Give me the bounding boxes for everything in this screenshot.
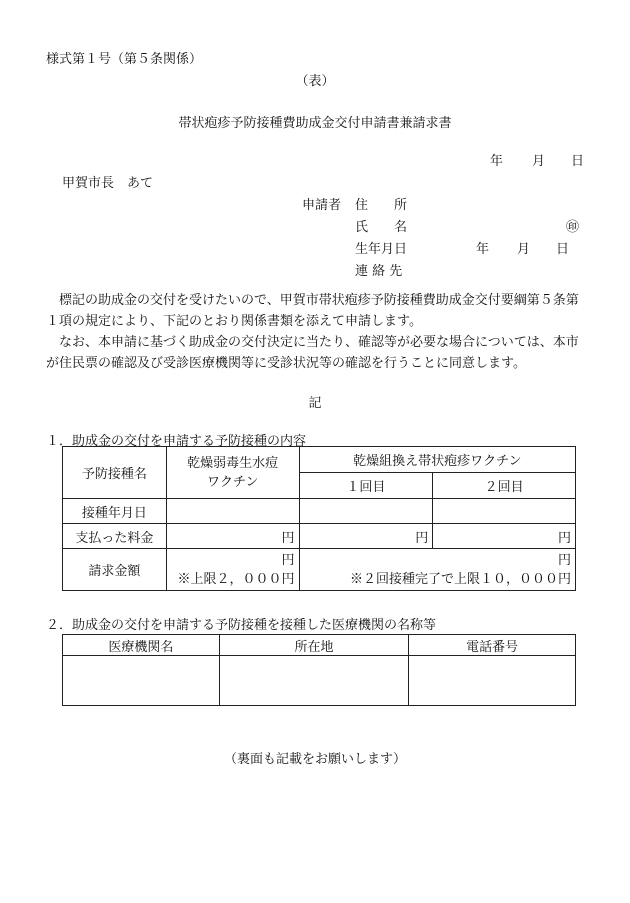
applicant-label: 申請者 bbox=[302, 198, 342, 213]
addressee: 甲賀市長 あて bbox=[62, 176, 154, 191]
claim-amount-live[interactable] bbox=[166, 549, 299, 591]
body-paragraph-2: なお、本申請に基づく助成金の交付決定に当たり、確認等が必要な場合については、本市が住民票の確認及び受診医療機関等に受診状況等の確認を行うことに同意します。 bbox=[46, 335, 579, 371]
birth-month: 月 bbox=[517, 242, 531, 257]
section2-heading: ２．助成金の交付を申請する予防接種を接種した医療機関の名称等 bbox=[46, 618, 437, 633]
institution-table bbox=[62, 634, 576, 706]
live-vaccine-line1: 乾燥弱毒生水痘 bbox=[187, 455, 279, 471]
live-vaccine-header bbox=[166, 447, 299, 499]
vaccination-date-dose1[interactable] bbox=[299, 499, 433, 524]
institution-name-header: 医療機関名 bbox=[63, 635, 220, 656]
birth-year: 年 bbox=[476, 242, 490, 257]
claim-recombinant-limit: ※２回接種完了で上限１０，０００円 bbox=[349, 571, 571, 587]
document-title: 帯状疱疹予防接種費助成金交付申請書兼請求書 bbox=[178, 116, 452, 131]
claim-live-yen: 円 bbox=[281, 552, 295, 568]
applicant-name-label: 氏 名 bbox=[355, 220, 408, 235]
vaccine-table bbox=[62, 446, 576, 591]
recombinant-vaccine-header: 乾燥組換え帯状疱疹ワクチン bbox=[299, 447, 575, 473]
amount-paid-label: 支払った料金 bbox=[63, 524, 167, 549]
institution-location-header: 所在地 bbox=[219, 635, 409, 656]
amount-paid-live[interactable]: 円 bbox=[166, 524, 299, 549]
vaccination-date-live[interactable] bbox=[166, 499, 299, 524]
institution-phone-cell[interactable] bbox=[409, 656, 576, 706]
amount-paid-dose1[interactable]: 円 bbox=[299, 524, 433, 549]
dose1-header: １回目 bbox=[299, 473, 433, 499]
date-year: 年 bbox=[490, 154, 504, 169]
table-row bbox=[63, 656, 576, 706]
vaccine-name-header: 予防接種名 bbox=[63, 447, 167, 499]
applicant-address-label: 住 所 bbox=[355, 198, 408, 213]
applicant-birthdate-label: 生年月日 bbox=[355, 242, 408, 257]
institution-phone-header: 電話番号 bbox=[409, 635, 576, 656]
seal-mark: ㊞ bbox=[566, 220, 580, 235]
claim-live-limit: ※上限２，０００円 bbox=[177, 571, 295, 587]
claim-amount-recombinant[interactable] bbox=[299, 549, 575, 591]
institution-location-cell[interactable] bbox=[219, 656, 409, 706]
dose2-header: ２回目 bbox=[433, 473, 576, 499]
birth-day: 日 bbox=[556, 242, 570, 257]
ki-heading: 記 bbox=[308, 396, 322, 411]
vaccination-date-dose2[interactable] bbox=[433, 499, 576, 524]
table-row bbox=[63, 499, 576, 524]
date-month: 月 bbox=[532, 154, 546, 169]
date-day: 日 bbox=[571, 154, 585, 169]
claim-amount-label: 請求金額 bbox=[63, 549, 167, 591]
live-vaccine-line2: ワクチン bbox=[206, 474, 259, 490]
applicant-contact-label: 連 絡 先 bbox=[355, 264, 403, 279]
body-paragraph-1: 標記の助成金の交付を受けたいので、甲賀市帯状疱疹予防接種費助成金交付要綱第５条第１項の規定により、下記のとおり関係書類を添えて申請します。 bbox=[46, 293, 579, 329]
table-row bbox=[63, 524, 576, 549]
amount-paid-dose2[interactable]: 円 bbox=[433, 524, 576, 549]
institution-name-cell[interactable] bbox=[63, 656, 220, 706]
side-label: （表） bbox=[295, 74, 335, 89]
vaccination-date-label: 接種年月日 bbox=[63, 499, 167, 524]
claim-recombinant-yen: 円 bbox=[557, 552, 571, 568]
table-row bbox=[63, 549, 576, 591]
form-number: 様式第１号（第５条関係） bbox=[46, 52, 203, 67]
section1-heading: １．助成金の交付を申請する予防接種の内容 bbox=[46, 434, 307, 449]
footer-note: （裏面も記載をお願いします） bbox=[223, 752, 406, 767]
